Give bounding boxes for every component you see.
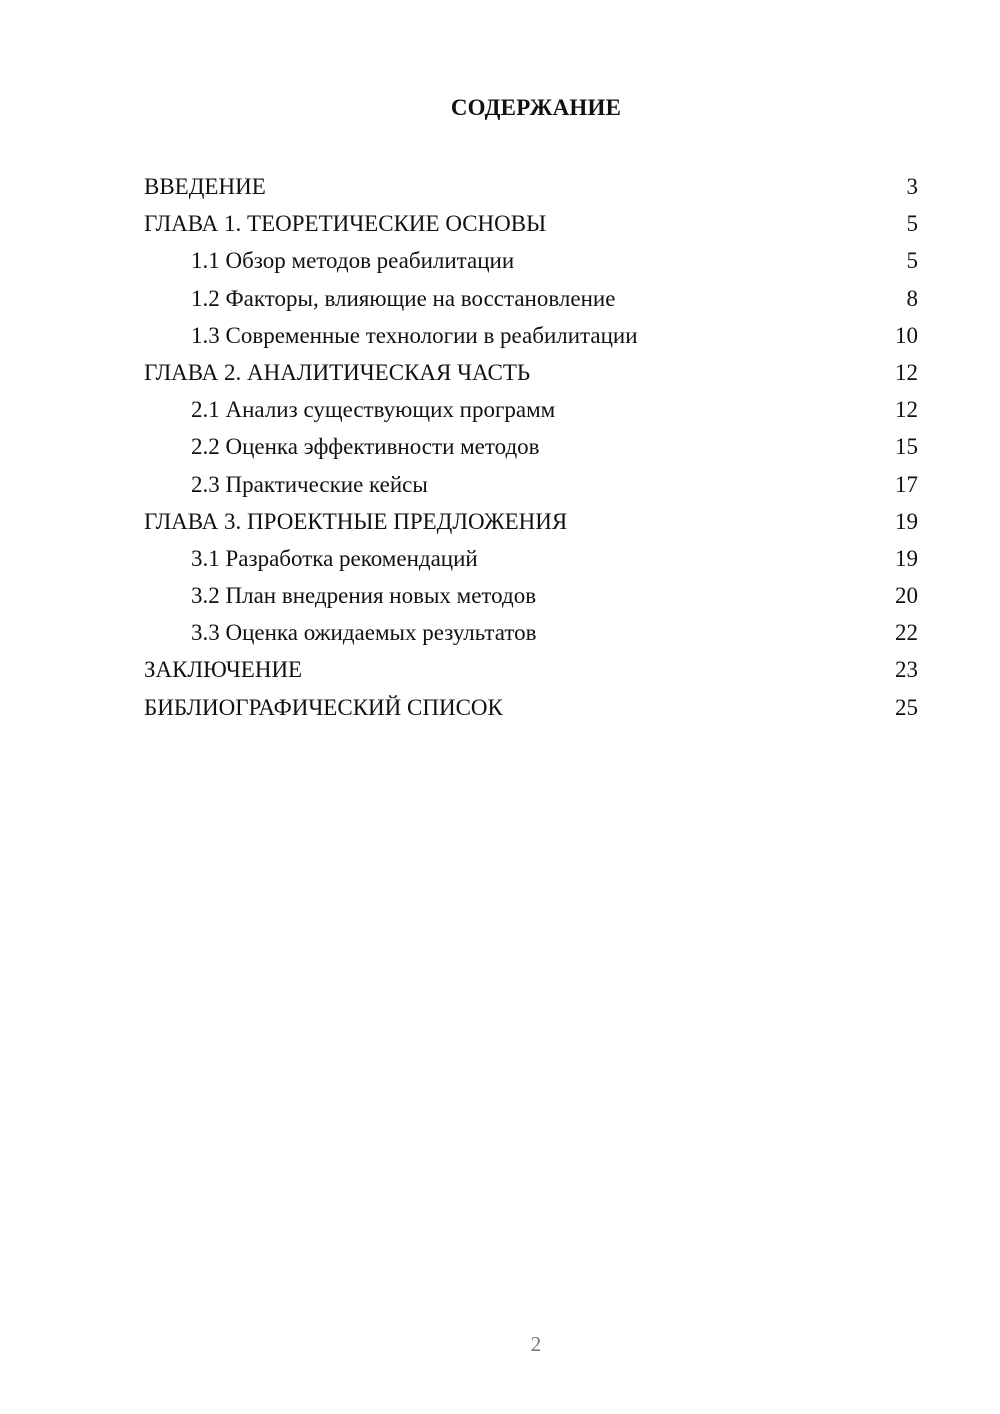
toc-entry-page: 12 xyxy=(895,359,918,385)
toc-entry-page: 3 xyxy=(906,174,918,199)
toc-entry[interactable] xyxy=(144,503,918,540)
toc-entry-label: 2.2 Оценка эффективности методов xyxy=(191,434,540,460)
toc-entry[interactable] xyxy=(144,354,918,391)
toc-entry-page: 5 xyxy=(906,248,918,274)
toc-entry-page: 20 xyxy=(895,583,918,609)
toc-entry[interactable] xyxy=(144,651,918,688)
toc-entry[interactable] xyxy=(144,689,918,726)
toc-subentry[interactable] xyxy=(144,577,918,614)
toc-entry-label: 3.2 План внедрения новых методов xyxy=(191,583,537,609)
toc-entry[interactable] xyxy=(144,205,918,242)
toc-entry-label: 1.2 Факторы, влияющие на восстановление xyxy=(191,285,616,311)
toc-entry-label: 2.3 Практические кейсы xyxy=(191,471,428,497)
toc-subentry[interactable] xyxy=(144,466,918,503)
toc-entry-page: 5 xyxy=(906,211,918,237)
toc-subentry[interactable] xyxy=(144,540,918,577)
toc-subentry[interactable] xyxy=(144,317,918,354)
toc-entry-label: ВВЕДЕНИЕ xyxy=(144,174,266,199)
toc-entry-label: 3.1 Разработка рекомендаций xyxy=(191,545,478,571)
toc-entry-label: ЗАКЛЮЧЕНИЕ xyxy=(144,657,303,683)
toc-subentry[interactable] xyxy=(144,428,918,465)
toc-subentry[interactable] xyxy=(144,280,918,317)
toc-entry[interactable] xyxy=(144,168,918,205)
toc-entry-label: ГЛАВА 2. АНАЛИТИЧЕСКАЯ ЧАСТЬ xyxy=(144,359,531,385)
toc-entry-label: ГЛАВА 1. ТЕОРЕТИЧЕСКИЕ ОСНОВЫ xyxy=(144,211,547,237)
toc-entry-page: 10 xyxy=(895,322,918,348)
page-number: 2 xyxy=(530,1332,542,1356)
toc-entry-label: 2.1 Анализ существующих программ xyxy=(191,397,556,423)
toc-entry-page: 22 xyxy=(895,620,918,646)
toc-entry-label: 1.3 Современные технологии в реабилитации xyxy=(191,322,638,348)
toc-subentry[interactable] xyxy=(144,242,918,279)
toc-entry-page: 8 xyxy=(906,285,918,311)
toc-subentry[interactable] xyxy=(144,614,918,651)
toc-entry-label: 1.1 Обзор методов реабилитации xyxy=(191,248,515,274)
toc-entry-page: 17 xyxy=(895,471,918,497)
toc-subentry[interactable] xyxy=(144,391,918,428)
toc-entry-label: 3.3 Оценка ожидаемых результатов xyxy=(191,620,537,646)
toc-entry-page: 23 xyxy=(895,657,918,683)
toc-entry-page: 19 xyxy=(895,545,918,571)
toc-entry-page: 25 xyxy=(895,694,918,720)
toc-entry-label: БИБЛИОГРАФИЧЕСКИЙ СПИСОК xyxy=(144,694,503,720)
toc-entry-page: 19 xyxy=(895,508,918,534)
toc-entry-label: ГЛАВА 3. ПРОЕКТНЫЕ ПРЕДЛОЖЕНИЯ xyxy=(144,508,568,534)
toc-entry-page: 12 xyxy=(895,397,918,423)
toc-entry-page: 15 xyxy=(895,434,918,460)
page-title: СОДЕРЖАНИЕ xyxy=(450,95,622,120)
table-of-contents xyxy=(144,168,918,726)
